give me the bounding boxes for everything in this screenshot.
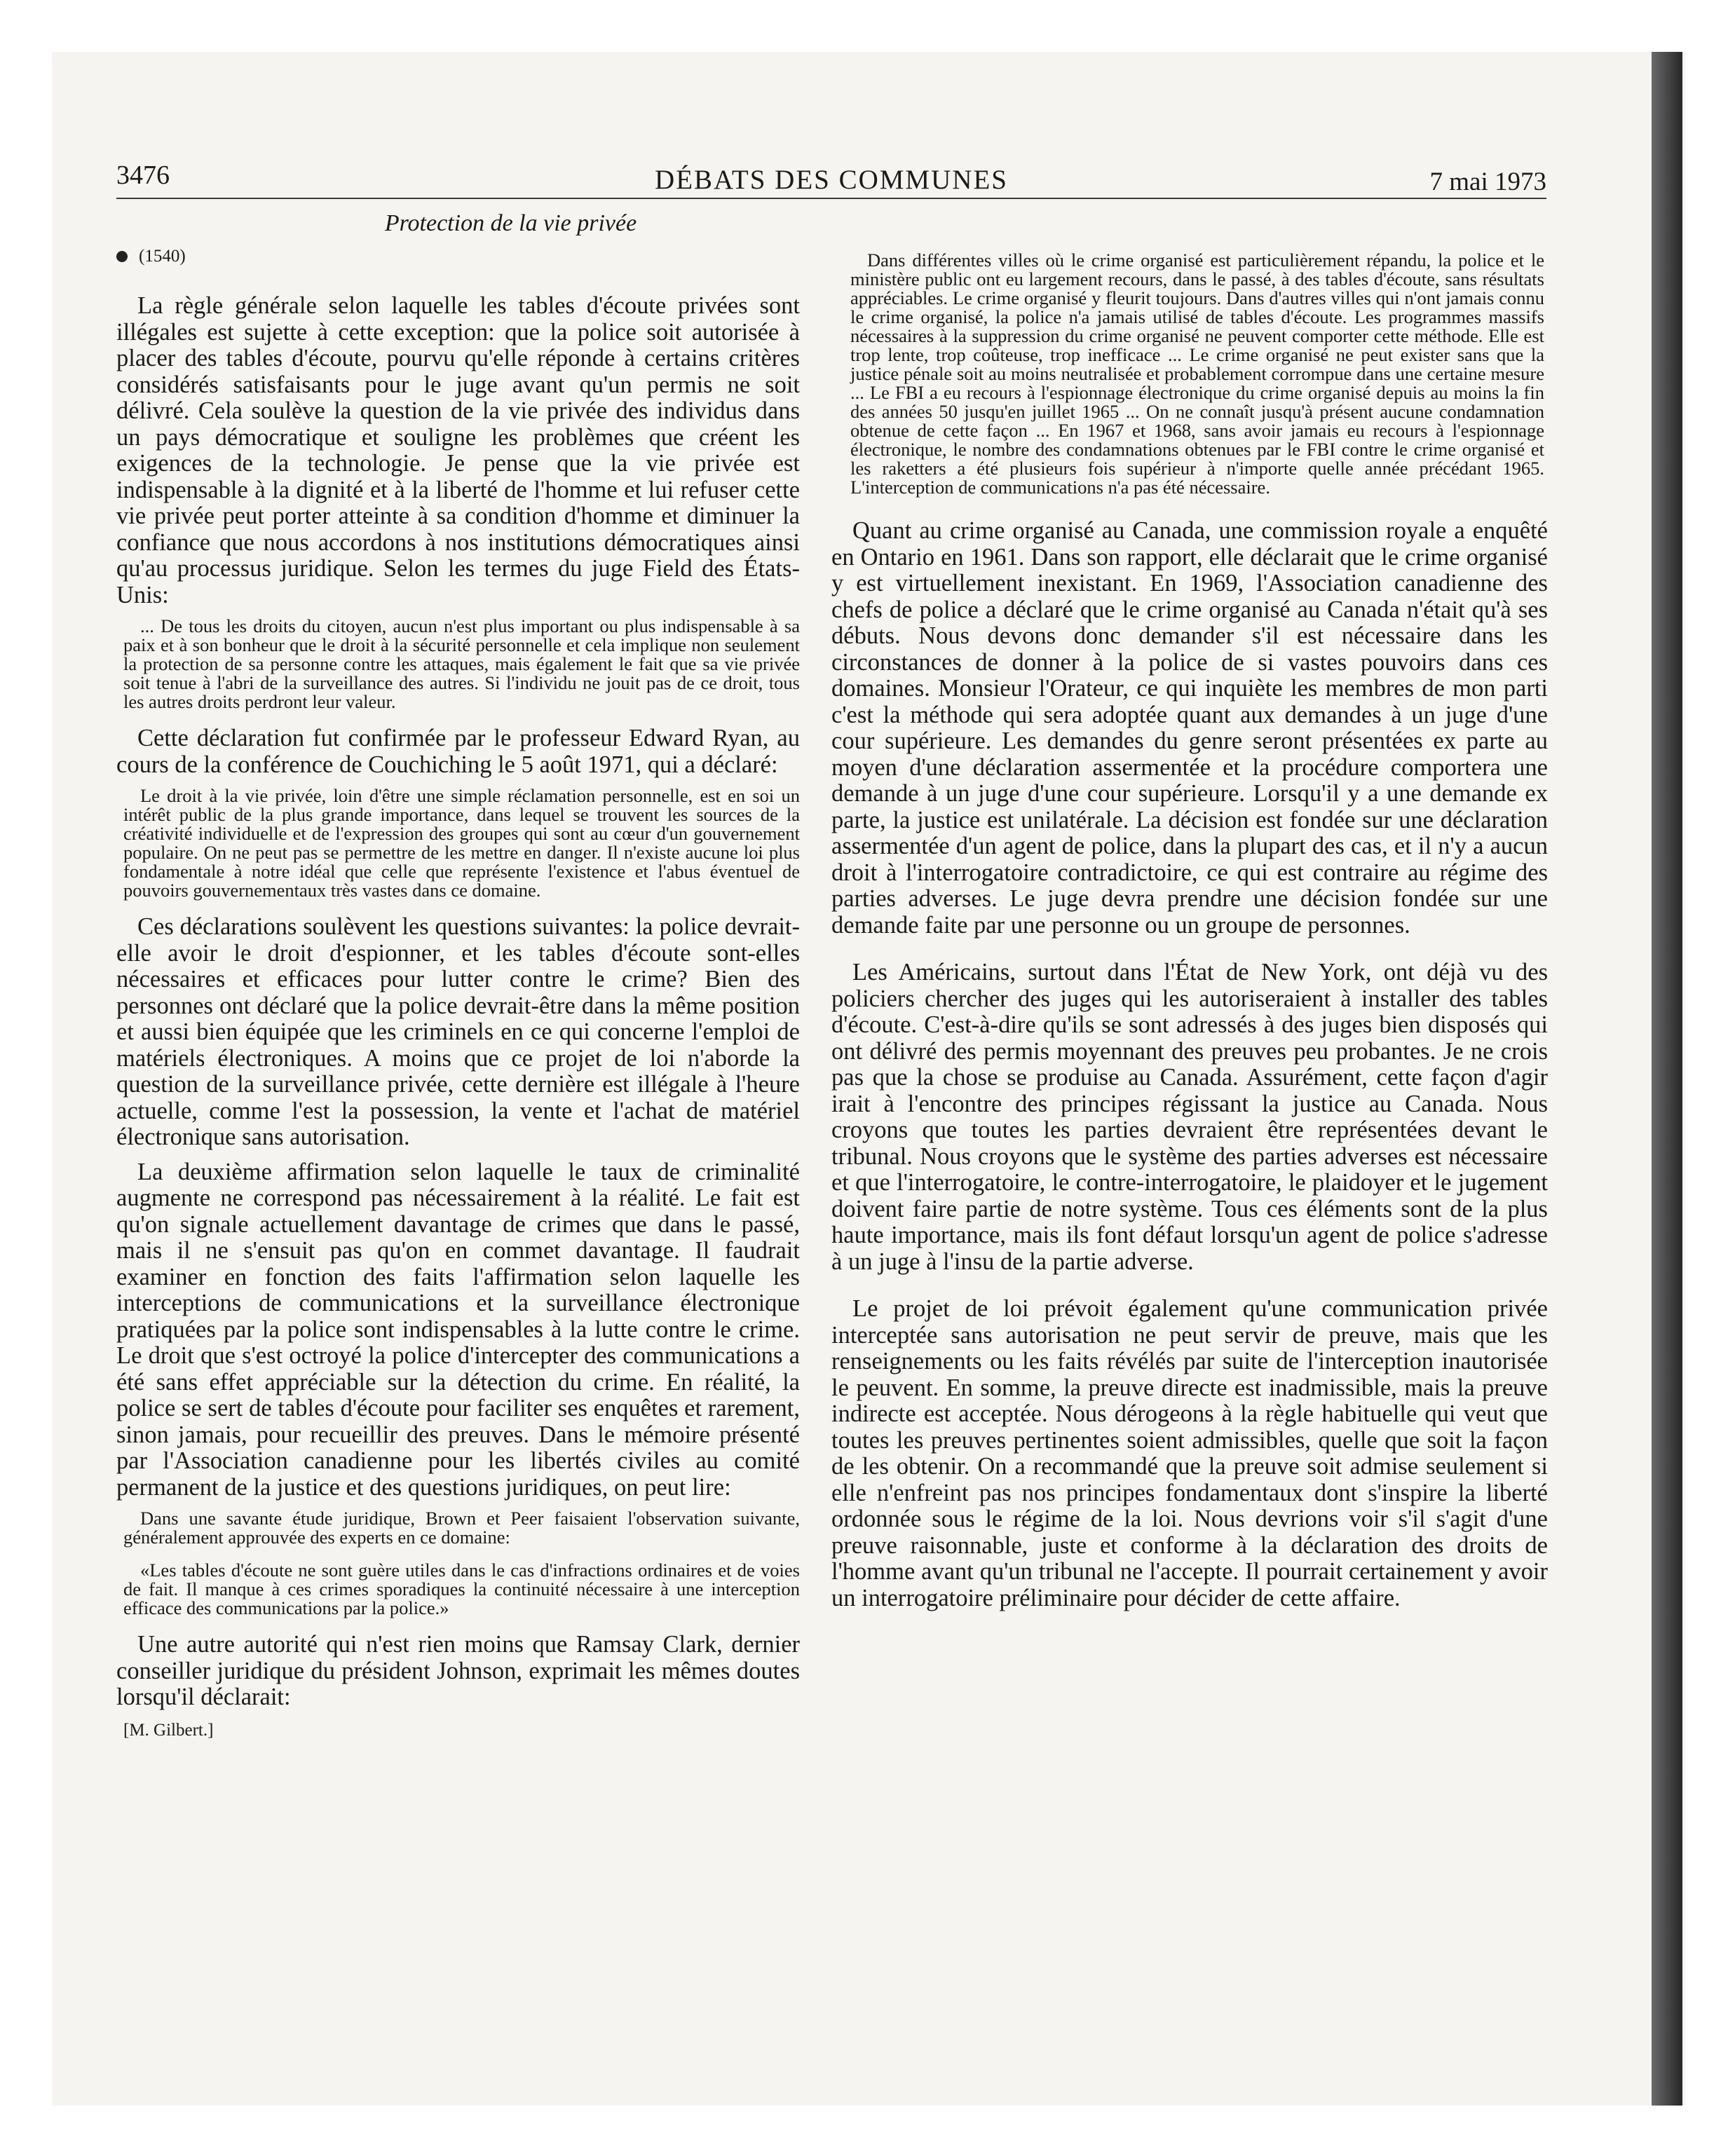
paragraph: Cette déclaration fut confirmée par le professeur Edward Ryan, au cours de la conférence de Couchiching le 5 août 1971, qui a déclaré: bbox=[116, 725, 800, 778]
paragraph: Une autre autorité qui n'est rien moins que Ramsay Clark, dernier conseiller juridique du président Johnson, exprimait les mêmes doutes lorsqu'il déclarait: bbox=[116, 1631, 800, 1710]
running-title: DÉBATS DES COMMUNES bbox=[655, 165, 1008, 195]
right-column bbox=[826, 210, 1548, 1620]
timestamp-label: (1540) bbox=[139, 247, 186, 266]
page-header bbox=[116, 154, 1546, 199]
left-column bbox=[116, 210, 800, 1740]
quotation: ... De tous les droits du citoyen, aucun n'est plus important ou plus indispensable à sa paix et à son bonheur que le droit à la sécurité personnelle et cela implique non seulement la protection de sa personne contre les attaques, mais également le fait que sa vie privée soit tenue à l'abri de la surveillance des autres. Si l'individu ne jouit pas de ce droit, tous les autres droits perdront leur valeur. bbox=[123, 615, 800, 712]
paragraph: Ces déclarations soulèvent les questions suivantes: la police devrait-elle avoir le droit d'espionner, et les tables d'écoute sont-elles nécessaires et efficaces pour lutter contre le crime? Bien des personnes ont déclaré que la police devrait-être dans la même position et aussi bien équipée que les criminels en ce qui concerne l'emploi de matériels électroniques. A moins que ce projet de loi n'aborde la question de la surveillance privée, cette dernière est illégale à l'heure actuelle, comme l'est la possession, la vente et l'achat de matériel électronique sans autorisation. bbox=[116, 913, 800, 1150]
paragraph: Les Américains, surtout dans l'État de New York, ont déjà vu des policiers chercher des juges qui les autoriseraient à installer des tables d'écoute. C'est-à-dire qu'ils se sont adressés à des juges bien disposés qui ont délivré des permis moyennant des preuves peu probantes. Je ne crois pas que la chose se produise au Canada. Assurément, cette façon d'agir irait à l'encontre des principes régissant la justice au Canada. Nous croyons que toutes les parties devraient être représentées devant le tribunal. Nous croyons que le système des parties adverses est nécessaire et que l'interrogatoire, le contre-interrogatoire, le plaidoyer et le jugement doivent faire partie de notre système. Tous ces éléments sont de la plus haute importance, mais ils font défaut lorsqu'un agent de police s'adresse à un juge à l'insu de la partie adverse. bbox=[831, 959, 1548, 1275]
paragraph: Le projet de loi prévoit également qu'une communication privée interceptée sans autorisation ne peut servir de preuve, mais que les renseignements ou les faits révélés par suite de l'interception inautorisée le peuvent. En somme, la preuve directe est inadmissible, mais la preuve indirecte est acceptée. Nous dérogeons à la règle habituelle qui veut que toutes les preuves pertinentes soient admissibles, quelle que soit la façon de les obtenir. On a recommandé que la preuve soit admise seulement si elle n'enfreint pas nos principes fondamentaux dont s'inspire la liberté ordonnée sous le régime de la loi. Nous devrions voir s'il s'agit d'une preuve raisonnable, juste et conforme à la déclaration des droits de l'homme avant qu'un tribunal ne l'accepte. Il pourrait certainement y avoir un interrogatoire préliminaire pour décider de cette affaire. bbox=[831, 1295, 1548, 1611]
page-date: 7 mai 1973 bbox=[1429, 168, 1546, 196]
paragraph: La règle générale selon laquelle les tables d'écoute privées sont illégales est sujette à cette exception: que la police soit autorisée à placer des tables d'écoute, pourvu qu'elle réponde à certains critères considérés satisfaisants pour le juge avant qu'un permis ne soit délivré. Cela soulève la question de la vie privée des individus dans un pays démocratique et souligne les problèmes que créent les exigences de la technologie. Je pense que la vie privée est indispensable à la dignité et à la liberté de l'homme et lui refuser cette vie privée peut porter atteinte à sa condition d'homme et diminuer la confiance que nous accordons à nos institutions démocratiques ainsi qu'au processus juridique. Selon les termes du juge Field des États-Unis: bbox=[116, 292, 800, 608]
quotation: Le droit à la vie privée, loin d'être une simple réclamation personnelle, est en soi un intérêt public de la plus grande importance, dans lequel se trouvent les sources de la créativité individuelle et de l'expression des groupes qui sont au cœur d'un gouvernement populaire. On ne peut pas se permettre de les mettre en danger. Il n'existe aucune loi plus fondamentale à notre idéal que celle que représente l'existence et l'abus éventuel de pouvoirs gouvernementaux très vastes dans ce domaine. bbox=[123, 785, 800, 901]
bullet-icon bbox=[116, 251, 128, 262]
paragraph: Quant au crime organisé au Canada, une commission royale a enquêté en Ontario en 1961. Dans son rapport, elle déclarait que le crime organisé y est virtuellement inexistant. En 1969, l'Association canadienne des chefs de police a déclaré que le crime organisé au Canada n'était qu'à ses débuts. Nous devons donc demander s'il est nécessaire dans les circonstances de donner à la police de si vastes pouvoirs dans ces domaines. Monsieur l'Orateur, ce qui inquiète les membres de mon parti c'est la méthode qui sera adoptée quant aux demandes à un juge d'une cour supérieure. Les demandes du genre seront présentées ex parte au moyen d'une déclaration assermentée et la procédure comportera une demande à un juge d'une cour supérieure. Lorsqu'il y a une demande ex parte, la justice est unilatérale. La décision est fondée sur une déclaration assermentée d'un agent de police, dans la plupart des cas, et il n'y a aucun droit à l'interrogatoire contradictoire, ce qui est contraire au régime des parties adverses. Le juge devra prendre une décision fondée sur une demande faite par une personne ou un groupe de personnes. bbox=[831, 517, 1548, 939]
section-title: Protection de la vie privée bbox=[384, 210, 637, 236]
speaker-attribution: [M. Gilbert.] bbox=[123, 1720, 214, 1740]
scan-edge-shadow bbox=[1652, 52, 1682, 2106]
quotation: Dans une savante étude juridique, Brown et Peer faisaient l'observation suivante, généralement approuvée des experts en ce domaine: bbox=[123, 1508, 800, 1548]
page-number: 3476 bbox=[116, 161, 170, 190]
timestamp bbox=[116, 247, 800, 266]
quotation: «Les tables d'écoute ne sont guère utiles dans le cas d'infractions ordinaires et de voies de fait. Il manque à ces crimes sporadiques la continuité nécessaire à une interception efficace des communications par la police.» bbox=[123, 1560, 800, 1618]
quotation: Dans différentes villes où le crime organisé est particulièrement répandu, la police et le ministère public ont eu largement recours, dans le passé, à des tables d'écoute, sans résultats appréciables. Le crime organisé y fleurit toujours. Dans d'autres villes qui n'ont jamais connu le crime organisé, la police n'a jamais utilisé de tables d'écoute. Les programmes massifs nécessaires à la suppression du crime organisé ne peuvent comporter cette méthode. Elle est trop lente, trop coûteuse, trop inefficace ... Le crime organisé ne peut exister sans que la justice pénale soit au moins neutralisée et probablement corrompue dans une certaine mesure ... Le FBI a eu recours à l'espionnage électronique du crime organisé depuis au moins la fin des années 50 jusqu'en juillet 1965 ... On ne connaît jusqu'à présent aucune condamnation obtenue de cette façon ... En 1967 et 1968, sans avoir jamais eu recours à l'espionnage électronique, le nombre des condamnations obtenues par le FBI contre le crime organisé et les raketters a été plusieurs fois supérieur à n'importe quelle année précédant 1965. L'interception de communications n'a pas été nécessaire. bbox=[850, 250, 1544, 498]
paragraph: La deuxième affirmation selon laquelle le taux de criminalité augmente ne correspond pas nécessairement à la réalité. Le fait est qu'on signale actuellement davantage de crimes que dans le passé, mais il ne s'ensuit pas qu'on en commet davantage. Il faudrait examiner en fonction des faits l'affirmation selon laquelle les interceptions de communications et la surveillance électronique pratiquées par la police sont indispensables à la lutte contre le crime. Le droit que s'est octroyé la police d'intercepter des communications a été sans effet appréciable sur la détection du crime. En réalité, la police se sert de tables d'écoute pour faciliter ses enquêtes et rarement, sinon jamais, pour recueillir des preuves. Dans le mémoire présenté par l'Association canadienne pour les libertés civiles au comité permanent de la justice et des questions juridiques, on peut lire: bbox=[116, 1158, 800, 1501]
header-rule bbox=[116, 198, 1546, 199]
